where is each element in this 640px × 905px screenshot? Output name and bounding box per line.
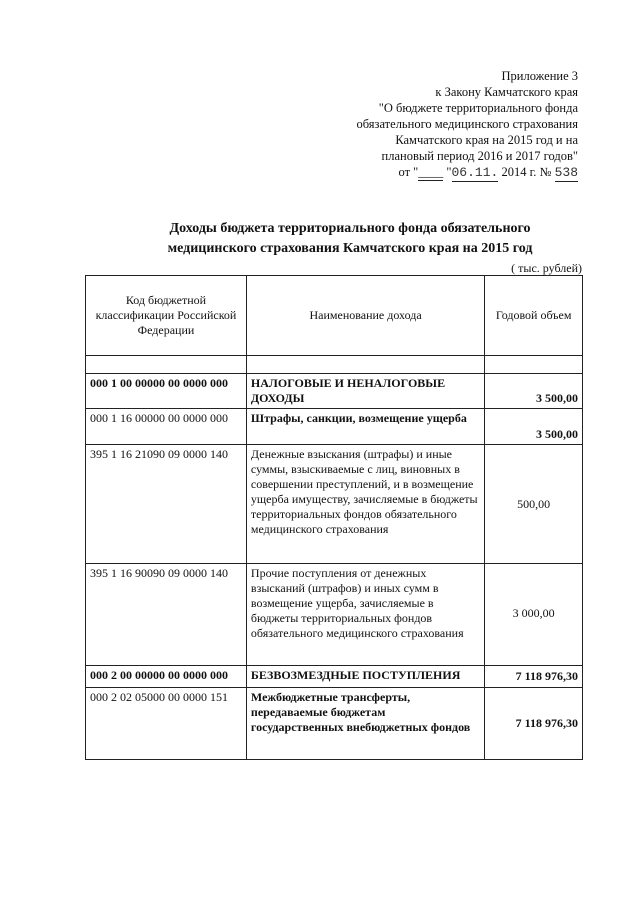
row-code: 395 1 16 21090 09 0000 140 xyxy=(86,445,247,564)
row-code: 000 2 02 05000 00 0000 151 xyxy=(86,688,247,760)
table-row xyxy=(86,564,583,666)
appendix-law: к Закону Камчатского края xyxy=(435,85,578,99)
appendix-number: Приложение 3 xyxy=(501,69,578,83)
header-name: Наименование дохода xyxy=(246,276,484,356)
law-number: 538 xyxy=(554,165,578,180)
spacer-row xyxy=(86,356,583,374)
row-name: НАЛОГОВЫЕ И НЕНАЛОГОВЫЕ ДОХОДЫ xyxy=(246,374,484,409)
row-amount: 500,00 xyxy=(485,445,583,564)
row-name: Денежные взыскания (штрафы) и иные суммы, взыскиваемые с лиц, виновных в совершении преступлений, и в возмещение ущерба имуществу, зачисляемые в бюджеты территориальных фондов обязательного медицинского страхования xyxy=(246,445,484,564)
table-row xyxy=(86,445,583,564)
header-code: Код бюджетной классификации Российской Федерации xyxy=(86,276,247,356)
table-row xyxy=(86,374,583,409)
row-name: Штрафы, санкции, возмещение ущерба xyxy=(246,409,484,445)
date-quote: " xyxy=(443,165,452,179)
row-amount: 3 000,00 xyxy=(485,564,583,666)
row-amount: 7 118 976,30 xyxy=(485,688,583,760)
unit-label: ( тыс. рублей) xyxy=(511,261,582,275)
year-text: 2014 г. № xyxy=(498,165,555,179)
row-code: 000 1 00 00000 00 0000 000 xyxy=(86,374,247,409)
appendix-law-title-4: плановый период 2016 и 2017 годов" xyxy=(381,149,578,163)
table-row xyxy=(86,688,583,760)
table-row xyxy=(86,409,583,445)
income-table xyxy=(85,275,583,760)
table-row xyxy=(86,666,583,688)
row-name: БЕЗВОЗМЕЗДНЫЕ ПОСТУПЛЕНИЯ xyxy=(246,666,484,688)
row-code: 395 1 16 90090 09 0000 140 xyxy=(86,564,247,666)
appendix-law-title-3: Камчатского края на 2015 год и на xyxy=(395,133,578,147)
row-amount: 7 118 976,30 xyxy=(485,666,583,688)
date-blank: ____ xyxy=(418,165,444,179)
document-title xyxy=(110,219,590,259)
appendix-law-title-1: "О бюджете территориального фонда xyxy=(378,101,578,115)
appendix-date-line xyxy=(278,164,578,182)
row-code: 000 2 00 00000 00 0000 000 xyxy=(86,666,247,688)
spacer-cell xyxy=(246,356,484,374)
spacer-cell xyxy=(86,356,247,374)
date-prefix: от " xyxy=(398,165,419,179)
spacer-cell xyxy=(485,356,583,374)
row-code: 000 1 16 00000 00 0000 000 xyxy=(86,409,247,445)
header-amount: Годовой объем xyxy=(485,276,583,356)
row-name: Прочие поступления от денежных взысканий (штрафов) и иных сумм в возмещение ущерба, зачисляемые в бюджеты территориальных фондов обязательного медицинского страхования xyxy=(246,564,484,666)
title-line-1: Доходы бюджета территориального фонда обязательного xyxy=(169,221,531,236)
title-line-2: медицинского страхования Камчатского края на 2015 год xyxy=(167,241,533,256)
row-amount: 3 500,00 xyxy=(485,374,583,409)
table-header-row xyxy=(86,276,583,356)
appendix-law-title-2: обязательного медицинского страхования xyxy=(356,117,578,131)
row-amount: 3 500,00 xyxy=(485,409,583,445)
date-value: 06.11. xyxy=(451,165,499,180)
appendix-header xyxy=(278,68,578,182)
row-name: Межбюджетные трансферты, передаваемые бюджетам государственных внебюджетных фондов xyxy=(246,688,484,760)
